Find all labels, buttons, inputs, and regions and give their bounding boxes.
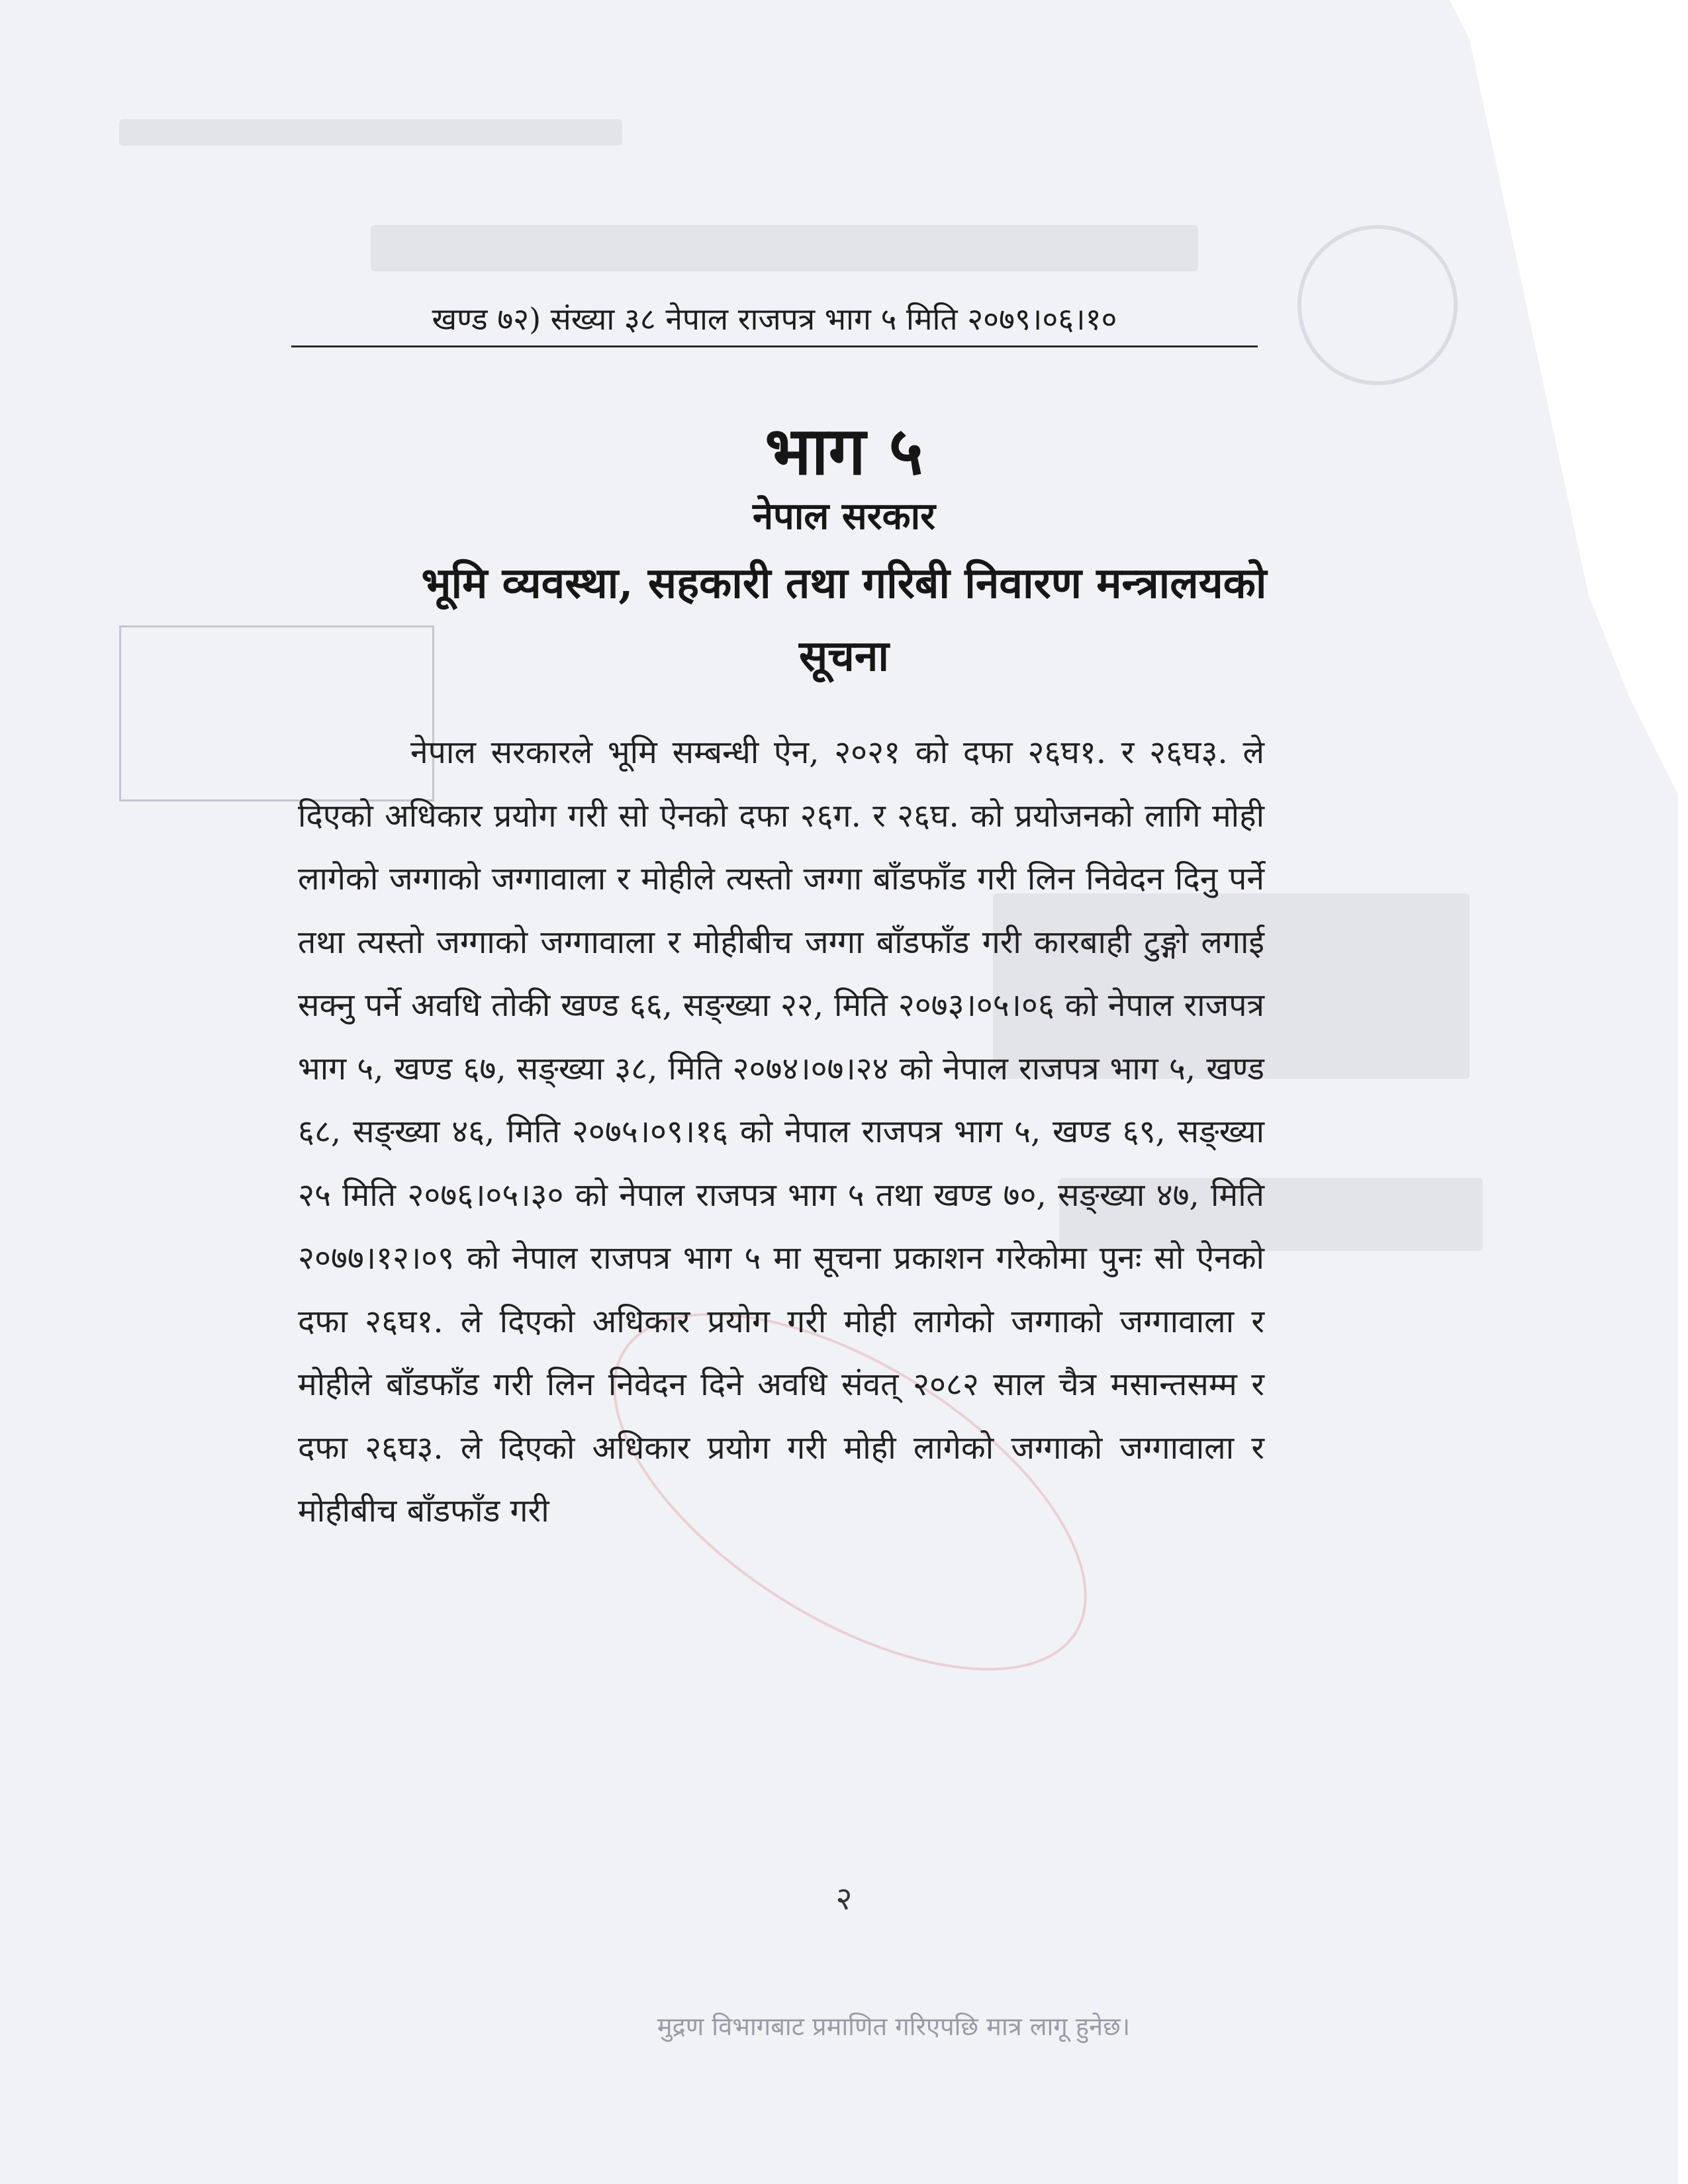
government-name: नेपाल सरकार [752, 494, 936, 538]
notice-title: सूचना [799, 631, 889, 681]
bleed-through-text [371, 225, 1198, 271]
gazette-header: खण्ड ७२) संख्या ३८ नेपाल राजपत्र भाग ५ मिति २०७९।०६।१० [291, 298, 1258, 347]
footer-note: मुद्रण विभागबाट प्रमाणित गरिएपछि मात्र लागू हुनेछ। [657, 2012, 1131, 2041]
page-number: २ [835, 1880, 853, 1917]
notice-body: नेपाल सरकारले भूमि सम्बन्धी ऐन, २०२१ को दफा २६घ१. र २६घ३. ले दिएको अधिकार प्रयोग गरी सो ऐनको दफा २६ग. र २६घ. को प्रयोजनको लागि मोही लागेको जग्गाको जग्गावाला र मोहीले त्यस्तो जग्गा बाँडफाँड गरी लिन निवेदन दिनु पर्ने तथा त्यस्तो जग्गाको जग्गावाला र मोहीबीच जग्गा बाँडफाँड गरी कारबाही टुङ्गो लगाई सक्नु पर्ने अवधि तोकी खण्ड ६६, सङ्ख्या २२, मिति २०७३।०५।०६ को नेपाल राजपत्र भाग ५, खण्ड ६७, सङ्ख्या ३८, मिति २०७४।०७।२४ को नेपाल राजपत्र भाग ५, खण्ड ६८, सङ्ख्या ४६, मिति २०७५।०९।१६ को नेपाल राजपत्र भाग ५, खण्ड ६९, सङ्ख्या २५ मिति २०७६।०५।३० को नेपाल राजपत्र भाग ५ तथा खण्ड ७०, सङ्ख्या ४७, मिति २०७७।१२।०९ को नेपाल राजपत्र भाग ५ मा सूचना प्रकाशन गरेकोमा पुनः सो ऐनको दफा २६घ१. ले दिएको अधिकार प्रयोग गरी मोही लागेको जग्गाको जग्गावाला र मोहीले बाँडफाँड गरी लिन निवेदन दिने अवधि संवत् २०८२ साल चैत्र मसान्तसम्म र दफा २६घ३. ले दिएको अधिकार प्रयोग गरी मोही लागेको जग्गाको जग्गावाला र मोहीबीच बाँडफाँड गरी [298, 734, 1264, 1529]
bleed-through-text [119, 119, 622, 146]
part-title: भाग ५ [765, 412, 923, 490]
faded-seal [1297, 225, 1458, 385]
ministry-name: भूमि व्यवस्था, सहकारी तथा गरिबी निवारण मन्त्रालयको [421, 559, 1267, 608]
